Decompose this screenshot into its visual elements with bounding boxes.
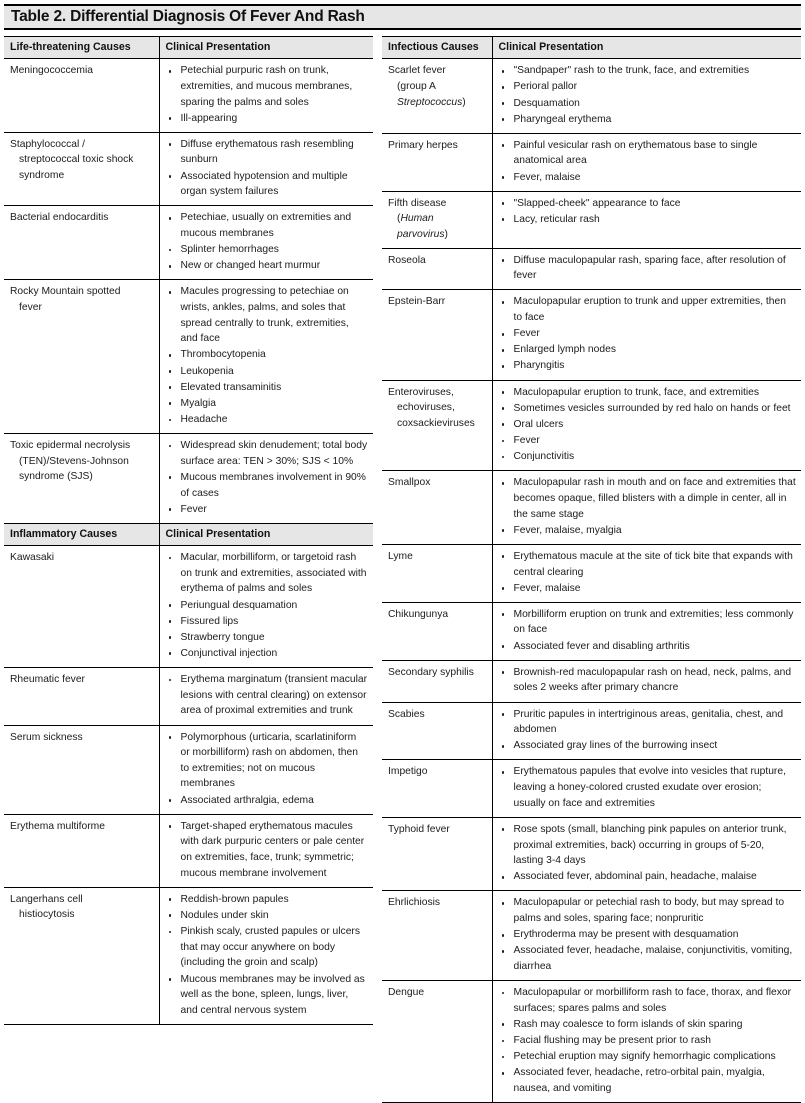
bullet-item: Erythema marginatum (transient macular lesions with central clearing) on extensor area of proximal extremities and trunk: [166, 672, 369, 719]
cell-cause: [382, 660, 492, 702]
bullet-item: Maculopapular rash in mouth and on face and extremities that becomes opaque, filled blisters with a dimple in center, all in the same stage: [499, 475, 797, 522]
cause-line: Bacterial endocarditis: [10, 212, 109, 224]
bullet-item: Perioral pallor: [499, 79, 797, 95]
cause-line: Secondary syphilis: [388, 666, 474, 678]
cell-presentation: [159, 132, 373, 206]
cause-line: Primary herpes: [388, 139, 458, 151]
table-row: [4, 206, 373, 280]
cell-cause: [382, 59, 492, 134]
cause-line: Streptococcus): [397, 96, 466, 108]
table-row: [4, 814, 373, 887]
cause-line: histiocytosis: [19, 909, 75, 921]
bullet-list: [499, 985, 797, 1096]
bullet-item: Polymorphous (urticaria, scarlatiniform or morbilliform) rash on abdomen, then to extremities; not on mucous membranes: [166, 730, 369, 793]
cause-line: Smallpox: [388, 477, 431, 489]
bullet-item: Maculopapular or petechial rash to body, but may spread to palms and soles, sparing face; nonpruritic: [499, 895, 797, 926]
bullet-item: Petechial purpuric rash on trunk, extremities, and mucous membranes, sparing the palms and soles: [166, 63, 369, 110]
cause-line: fever: [19, 302, 42, 314]
bullet-item: Fever, malaise: [499, 581, 797, 597]
cell-presentation: [492, 760, 801, 817]
table-row: [4, 280, 373, 434]
cause-line: Rocky Mountain spotted: [10, 286, 121, 298]
cause-line: Scabies: [388, 708, 425, 720]
cell-presentation: [159, 546, 373, 668]
table-header-row: [4, 37, 373, 59]
cause-line: Scarlet fever: [388, 65, 446, 77]
bullet-item: Pruritic papules in intertriginous areas, genitalia, chest, and abdomen: [499, 707, 797, 738]
table-row: [382, 248, 801, 290]
bullet-list: [499, 764, 797, 811]
cause-line: Dengue: [388, 987, 425, 999]
bullet-item: Reddish-brown papules: [166, 892, 369, 908]
column-header-presentation: Clinical Presentation: [159, 523, 373, 545]
bullet-item: Headache: [166, 412, 369, 428]
cell-presentation: [492, 380, 801, 471]
cause-line: coxsackieviruses: [397, 417, 475, 429]
table-row: [382, 191, 801, 248]
cell-presentation: [159, 814, 373, 887]
cell-cause: [4, 668, 159, 725]
bullet-item: Desquamation: [499, 96, 797, 112]
cause-line: syndrome (SJS): [19, 471, 93, 483]
cell-presentation: [492, 602, 801, 660]
cell-cause: [382, 248, 492, 290]
table-row: [382, 380, 801, 471]
cause-line: Staphylococcal /: [10, 138, 85, 150]
cell-presentation: [492, 133, 801, 191]
left-table: [4, 36, 373, 1025]
bullet-list: [166, 892, 369, 1019]
cell-cause: [382, 981, 492, 1103]
bullet-list: [166, 550, 369, 661]
bullet-item: Strawberry tongue: [166, 630, 369, 646]
table-row: [4, 59, 373, 133]
cell-cause: [382, 471, 492, 545]
cause-line: Serum sickness: [10, 731, 83, 743]
column-header-cause: Life-threatening Causes: [4, 37, 159, 59]
bullet-list: [499, 196, 797, 228]
cell-presentation: [492, 191, 801, 248]
cell-cause: [4, 206, 159, 280]
table-row: [382, 660, 801, 702]
column-header-presentation: Clinical Presentation: [492, 37, 801, 59]
table-row: [4, 887, 373, 1024]
table-row: [382, 702, 801, 760]
bullet-item: Associated fever, abdominal pain, headache, malaise: [499, 869, 797, 885]
bullet-item: Morbilliform eruption on trunk and extremities; less commonly on face: [499, 607, 797, 638]
bullet-list: [166, 210, 369, 274]
table-header-row: [4, 523, 373, 545]
bullet-item: Maculopapular or morbilliform rash to face, thorax, and flexor surfaces; spares palms and soles: [499, 985, 797, 1016]
page-title: Table 2. Differential Diagnosis Of Fever And Rash: [11, 8, 365, 25]
cell-cause: [382, 891, 492, 981]
right-table-container: [382, 36, 801, 1103]
table-row: [4, 668, 373, 725]
cell-cause: [4, 280, 159, 434]
cell-cause: [382, 602, 492, 660]
cause-line: Impetigo: [388, 766, 428, 778]
cell-cause: [382, 702, 492, 760]
table-title-banner: [4, 4, 801, 30]
bullet-item: Macular, morbilliform, or targetoid rash on trunk and extremities, associated with erythema of palms and soles: [166, 550, 369, 597]
bullet-item: Mucous membranes involvement in 90% of cases: [166, 470, 369, 501]
bullet-item: Erythroderma may be present with desquamation: [499, 927, 797, 943]
table-row: [382, 544, 801, 602]
cause-line: (Human parvovirus): [397, 213, 448, 240]
cell-cause: [4, 546, 159, 668]
cause-line: Chikungunya: [388, 608, 449, 620]
left-table-container: [4, 36, 373, 1025]
table-row: [382, 602, 801, 660]
table-row: [4, 725, 373, 814]
bullet-list: [166, 730, 369, 809]
bullet-item: Enlarged lymph nodes: [499, 342, 797, 358]
cell-presentation: [159, 59, 373, 133]
bullet-item: Diffuse maculopapular rash, sparing face, after resolution of fever: [499, 253, 797, 284]
bullet-list: [166, 137, 369, 200]
bullet-list: [166, 819, 369, 882]
column-header-cause: Infectious Causes: [382, 37, 492, 59]
cell-presentation: [492, 981, 801, 1103]
bullet-item: Diffuse erythematous rash resembling sunburn: [166, 137, 369, 168]
cause-line: Langerhans cell: [10, 893, 83, 905]
bullet-list: [166, 63, 369, 126]
cause-line: (TEN)/Stevens-Johnson: [19, 455, 129, 467]
bullet-item: Lacy, reticular rash: [499, 212, 797, 228]
bullet-list: [499, 138, 797, 185]
cause-line: Roseola: [388, 254, 426, 266]
cell-presentation: [159, 725, 373, 814]
bullet-list: [499, 665, 797, 696]
bullet-item: Splinter hemorrhages: [166, 242, 369, 258]
bullet-item: Leukopenia: [166, 364, 369, 380]
bullet-item: Widespread skin denudement; total body surface area: TEN > 30%; SJS < 10%: [166, 438, 369, 469]
table-row: [382, 471, 801, 545]
bullet-item: Fever: [166, 502, 369, 518]
bullet-list: [499, 253, 797, 284]
bullet-item: Fissured lips: [166, 614, 369, 630]
cell-presentation: [492, 290, 801, 380]
bullet-item: Target-shaped erythematous macules with dark purpuric centers or pale center on extremities, face, trunk; symmetric; mucous membrane involvement: [166, 819, 369, 882]
cell-cause: [4, 887, 159, 1024]
cell-presentation: [492, 59, 801, 134]
bullet-item: Associated arthralgia, edema: [166, 793, 369, 809]
cause-line: Epstein-Barr: [388, 296, 446, 308]
bullet-item: Erythematous macule at the site of tick bite that expands with central clearing: [499, 549, 797, 580]
cell-presentation: [492, 544, 801, 602]
bullet-item: Pharyngeal erythema: [499, 112, 797, 128]
bullet-item: Brownish-red maculopapular rash on head, neck, palms, and soles 2 weeks after primary chancre: [499, 665, 797, 696]
bullet-item: Macules progressing to petechiae on wrists, ankles, palms, and soles that spread centrally to trunk, extremities, and face: [166, 284, 369, 347]
bullet-item: Pinkish scaly, crusted papules or ulcers that may occur anywhere on body (including the groin and scalp): [166, 924, 369, 971]
bullet-item: Maculopapular eruption to trunk, face, and extremities: [499, 385, 797, 401]
bullet-list: [499, 549, 797, 596]
bullet-list: [166, 438, 369, 517]
bullet-item: Nodules under skin: [166, 908, 369, 924]
bullet-item: Fever: [499, 433, 797, 449]
cause-line: streptococcal toxic shock: [19, 154, 134, 166]
bullet-list: [499, 707, 797, 754]
bullet-list: [499, 822, 797, 885]
bullet-list: [499, 385, 797, 465]
cell-presentation: [492, 660, 801, 702]
cause-line: Typhoid fever: [388, 823, 450, 835]
cause-line: Meningococcemia: [10, 65, 93, 77]
bullet-item: Maculopapular eruption to trunk and upper extremities, then to face: [499, 294, 797, 325]
table-row: [4, 132, 373, 206]
bullet-item: New or changed heart murmur: [166, 258, 369, 274]
cell-cause: [382, 760, 492, 817]
cause-line: Fifth disease: [388, 197, 447, 209]
bullet-list: [499, 607, 797, 654]
bullet-item: Conjunctivitis: [499, 449, 797, 465]
table-row: [382, 133, 801, 191]
cause-line: Rheumatic fever: [10, 674, 85, 686]
bullet-item: Ill-appearing: [166, 111, 369, 127]
bullet-item: Fever, malaise: [499, 170, 797, 186]
cell-cause: [4, 59, 159, 133]
bullet-item: Facial flushing may be present prior to rash: [499, 1033, 797, 1049]
cause-line: Ehrlichiosis: [388, 897, 441, 909]
bullet-item: Fever: [499, 326, 797, 342]
cell-presentation: [159, 280, 373, 434]
cell-cause: [4, 434, 159, 524]
bullet-item: Petechial eruption may signify hemorrhagic complications: [499, 1049, 797, 1065]
table-row: [4, 434, 373, 524]
bullet-list: [166, 672, 369, 719]
table-row: [382, 981, 801, 1103]
cause-line: Kawasaki: [10, 552, 55, 564]
cell-presentation: [159, 668, 373, 725]
table-row: [382, 817, 801, 891]
cell-presentation: [492, 817, 801, 891]
right-table: [382, 36, 801, 1103]
bullet-item: Painful vesicular rash on erythematous base to single anatomical area: [499, 138, 797, 169]
bullet-list: [499, 895, 797, 974]
cell-cause: [382, 544, 492, 602]
bullet-item: "Slapped-cheek" appearance to face: [499, 196, 797, 212]
bullet-item: Elevated transaminitis: [166, 380, 369, 396]
cause-line: (group A: [397, 80, 436, 92]
bullet-item: Petechiae, usually on extremities and mucous membranes: [166, 210, 369, 241]
table-row: [382, 290, 801, 380]
cell-presentation: [159, 206, 373, 280]
cause-line: Toxic epidermal necrolysis: [10, 440, 131, 452]
cell-presentation: [492, 248, 801, 290]
cell-cause: [382, 133, 492, 191]
cell-presentation: [492, 702, 801, 760]
bullet-item: Associated fever and disabling arthritis: [499, 639, 797, 655]
cell-cause: [382, 817, 492, 891]
cell-cause: [4, 814, 159, 887]
bullet-item: "Sandpaper" rash to the trunk, face, and extremities: [499, 63, 797, 79]
cause-line: syndrome: [19, 170, 65, 182]
column-header-presentation: Clinical Presentation: [159, 37, 373, 59]
cell-cause: [4, 725, 159, 814]
cell-presentation: [159, 434, 373, 524]
cell-cause: [4, 132, 159, 206]
bullet-item: Fever, malaise, myalgia: [499, 523, 797, 539]
bullet-item: Associated fever, headache, retro-orbital pain, myalgia, nausea, and vomiting: [499, 1065, 797, 1096]
cause-line: Enteroviruses,: [388, 386, 454, 398]
table-row: [382, 760, 801, 817]
bullet-item: Myalgia: [166, 396, 369, 412]
column-header-cause: Inflammatory Causes: [4, 523, 159, 545]
bullet-item: Periungual desquamation: [166, 598, 369, 614]
cell-presentation: [492, 891, 801, 981]
table-row: [382, 891, 801, 981]
bullet-list: [499, 475, 797, 538]
bullet-item: Associated hypotension and multiple organ system failures: [166, 169, 369, 200]
bullet-item: Mucous membranes may be involved as well as the bone, spleen, lungs, liver, and central nervous system: [166, 972, 369, 1019]
bullet-item: Associated gray lines of the burrowing insect: [499, 738, 797, 754]
bullet-list: [499, 294, 797, 374]
bullet-item: Associated fever, headache, malaise, conjunctivitis, vomiting, diarrhea: [499, 943, 797, 974]
cause-line: Lyme: [388, 550, 413, 562]
cell-presentation: [492, 471, 801, 545]
bullet-item: Erythematous papules that evolve into vesicles that rupture, leaving a honey-colored crusted exudate over erosion; usually on face and extremities: [499, 764, 797, 811]
bullet-item: Conjunctival injection: [166, 646, 369, 662]
bullet-item: Thrombocytopenia: [166, 347, 369, 363]
bullet-list: [499, 63, 797, 127]
bullet-item: Sometimes vesicles surrounded by red halo on hands or feet: [499, 401, 797, 417]
table-header-row: [382, 37, 801, 59]
cause-line: Erythema multiforme: [10, 820, 105, 832]
cause-line: echoviruses,: [397, 402, 455, 414]
bullet-item: Pharyngitis: [499, 358, 797, 374]
cell-cause: [382, 191, 492, 248]
cell-presentation: [159, 887, 373, 1024]
bullet-item: Rash may coalesce to form islands of skin sparing: [499, 1017, 797, 1033]
cell-cause: [382, 290, 492, 380]
table-row: [4, 546, 373, 668]
bullet-item: Rose spots (small, blanching pink papules on anterior trunk, proximal extremities, back) occurring in groups of 5-20, lasting 3-4 days: [499, 822, 797, 869]
bullet-list: [166, 284, 369, 427]
table-row: [382, 59, 801, 134]
cell-cause: [382, 380, 492, 471]
bullet-item: Oral ulcers: [499, 417, 797, 433]
